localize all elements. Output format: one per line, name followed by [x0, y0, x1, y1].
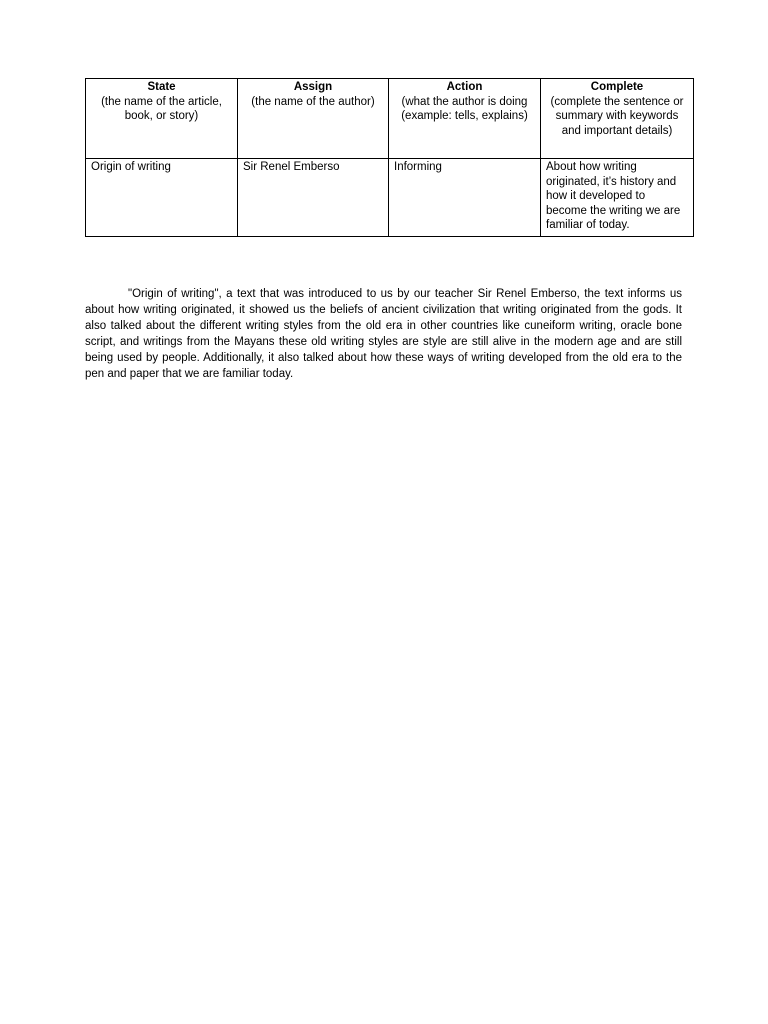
header-subtitle: (the name of the author) [251, 95, 375, 108]
ssac-table [85, 78, 694, 237]
header-title: State [147, 81, 176, 93]
header-cell-state [86, 79, 238, 159]
header-cell-action [389, 79, 541, 159]
cell-action: Informing [389, 159, 541, 237]
header-cell-assign [238, 79, 389, 159]
table-header-row [86, 79, 694, 159]
cell-state: Origin of writing [86, 159, 238, 237]
header-subtitle: (what the author is doing (example: tells, explains) [401, 95, 528, 122]
header-subtitle: (the name of the article, book, or story) [101, 95, 222, 122]
header-cell-complete [541, 79, 694, 159]
cell-complete: About how writing originated, it’s history and how it developed to become the writing we are familiar of today. [541, 159, 694, 237]
header-title: Assign [293, 81, 333, 93]
header-subtitle: (complete the sentence or summary with keywords and important details) [550, 95, 684, 137]
table-row [86, 159, 694, 237]
header-title: Complete [590, 81, 644, 93]
header-title: Action [446, 81, 483, 93]
cell-assign: Sir Renel Emberso [238, 159, 389, 237]
summary-paragraph: "Origin of writing", a text that was introduced to us by our teacher Sir Renel Emberso, the text informs us about how writing originated, it showed us the beliefs of ancient civilization that writing originated from the gods. It also talked about the different writing styles from the old era in other countries like cuneiform writing, oracle bone script, and writings from the Mayans these old writing styles are style are still alive in the modern age and are still being used by people. Additionally, it also talked about how these ways of writing developed from the old era to the pen and paper that we are familiar today. [85, 288, 682, 380]
